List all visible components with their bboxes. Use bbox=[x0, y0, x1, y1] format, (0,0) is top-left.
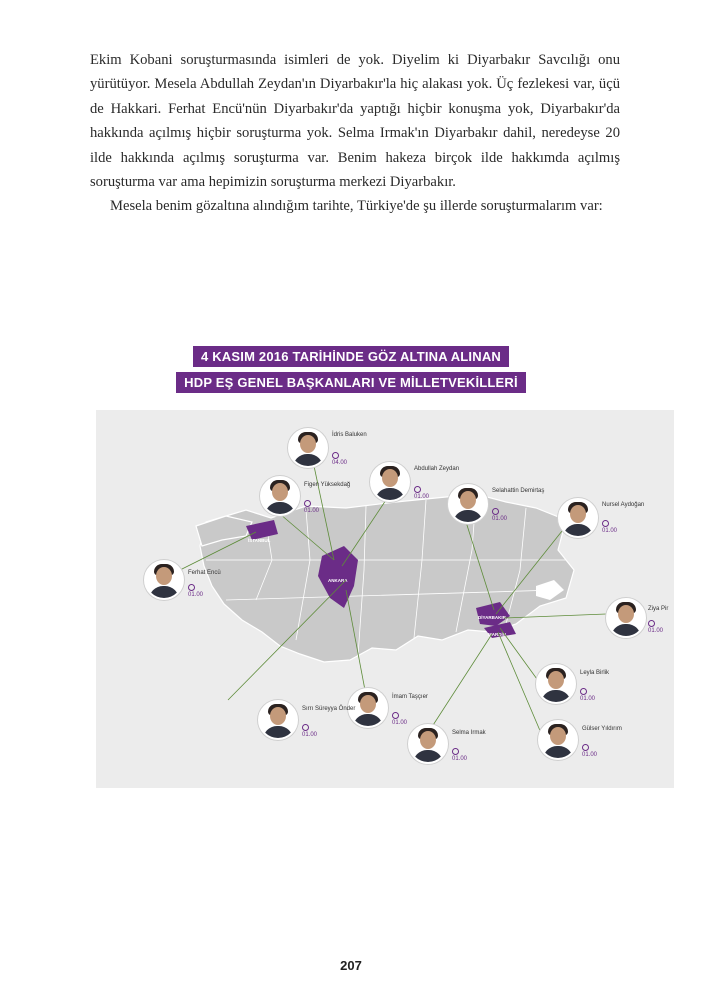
time-value: 01.00 bbox=[188, 592, 204, 598]
portrait-icon bbox=[558, 498, 598, 538]
person-name: Sırrı Süreyya Önder bbox=[302, 706, 356, 712]
clock-icon bbox=[580, 688, 587, 695]
time-value: 01.00 bbox=[582, 752, 598, 758]
person-time bbox=[452, 748, 467, 762]
clock-icon bbox=[188, 584, 195, 591]
clock-icon bbox=[414, 486, 421, 493]
clock-icon bbox=[302, 724, 309, 731]
clock-icon bbox=[582, 744, 589, 751]
time-value: 04.00 bbox=[332, 460, 348, 466]
portrait-icon bbox=[144, 560, 184, 600]
city-label-ankara: ANKARA bbox=[328, 578, 348, 583]
person-time bbox=[582, 744, 597, 758]
person-time bbox=[492, 508, 507, 522]
person-name: Gülser Yıldırım bbox=[582, 726, 622, 732]
person-name: Ferhat Encü bbox=[188, 570, 221, 576]
portrait-icon bbox=[288, 428, 328, 468]
clock-icon bbox=[332, 452, 339, 459]
body-text bbox=[90, 48, 620, 219]
figure-title-1-text: 4 KASIM 2016 TARİHİNDE GÖZ ALTINA ALINAN bbox=[193, 346, 509, 367]
person-time bbox=[414, 486, 429, 500]
portrait-icon bbox=[370, 462, 410, 502]
person-time bbox=[648, 620, 663, 634]
time-value: 01.00 bbox=[602, 528, 618, 534]
portrait-icon bbox=[408, 724, 448, 764]
time-value: 01.00 bbox=[392, 720, 408, 726]
person-time bbox=[304, 500, 319, 514]
portrait-icon bbox=[606, 598, 646, 638]
person-time bbox=[302, 724, 317, 738]
paragraph-1: Ekim Kobani soruşturmasında isimleri de yok. Diyelim ki Diyarbakır Savcılığı onu yürütüyor. Mesela Abdullah Zeydan'ın Diyarbakır'la hiç alakası yok. Üç fezlekesi var, üçü de Hakkari. Ferhat Encü'nün Diyarbakır'da yaptığı hiçbir konuşma yok, Diyarbakır'da hakkında açılmış hiçbir soruşturma yok. Selma Irmak'ın Diyarbakır dahil, neredeyse 20 ilde hakkında açılmış soruşturma var. Benim hakeza birçok ilde hakkımda açılmış soruşturma var ama hepimizin soruşturma merkezi Diyarbakır. bbox=[90, 52, 620, 191]
person-name: İmam Taşçıer bbox=[392, 694, 428, 700]
clock-icon bbox=[602, 520, 609, 527]
person-name: Ziya Pir bbox=[648, 606, 669, 612]
person-time bbox=[188, 584, 203, 598]
portrait-icon bbox=[448, 484, 488, 524]
person-name: Nursel Aydoğan bbox=[602, 502, 645, 508]
person-time bbox=[392, 712, 407, 726]
time-value: 01.00 bbox=[452, 756, 468, 762]
clock-icon bbox=[392, 712, 399, 719]
clock-icon bbox=[452, 748, 459, 755]
time-value: 01.00 bbox=[580, 696, 596, 702]
figure-title-2-text: HDP EŞ GENEL BAŞKANLARI VE MİLLETVEKİLLERİ bbox=[176, 372, 526, 393]
time-value: 01.00 bbox=[304, 508, 320, 514]
portrait-icon bbox=[538, 720, 578, 760]
person-name: Selahattin Demirtaş bbox=[492, 488, 545, 494]
person-time bbox=[580, 688, 595, 702]
paragraph-2: Mesela benim gözaltına alındığım tarihte, Türkiye'de şu illerde soruşturmalarım var: bbox=[110, 198, 603, 215]
city-label-mardin: MARDİN bbox=[488, 632, 506, 637]
person-name: Selma Irmak bbox=[452, 730, 486, 736]
clock-icon bbox=[648, 620, 655, 627]
figure-title-line-2 bbox=[0, 372, 702, 393]
city-label-diyarbakir: DİYARBAKIR bbox=[478, 615, 506, 620]
time-value: 01.00 bbox=[492, 516, 508, 522]
time-value: 01.00 bbox=[414, 494, 430, 500]
city-label-istanbul: İSTANBUL bbox=[248, 538, 271, 543]
portrait-icon bbox=[258, 700, 298, 740]
person-name: Abdullah Zeydan bbox=[414, 466, 460, 472]
time-value: 01.00 bbox=[302, 732, 318, 738]
person-name: İdris Baluken bbox=[332, 432, 367, 438]
time-value: 01.00 bbox=[648, 628, 664, 634]
turkey-map-figure bbox=[96, 410, 674, 788]
portrait-icon bbox=[260, 476, 300, 516]
portrait-icon bbox=[536, 664, 576, 704]
page-number: 207 bbox=[340, 958, 362, 973]
figure-title-line-1 bbox=[0, 346, 702, 367]
person-time bbox=[332, 452, 347, 466]
person-name: Figen Yüksekdağ bbox=[304, 482, 351, 488]
clock-icon bbox=[492, 508, 499, 515]
person-time bbox=[602, 520, 617, 534]
person-name: Leyla Birlik bbox=[580, 670, 610, 676]
clock-icon bbox=[304, 500, 311, 507]
